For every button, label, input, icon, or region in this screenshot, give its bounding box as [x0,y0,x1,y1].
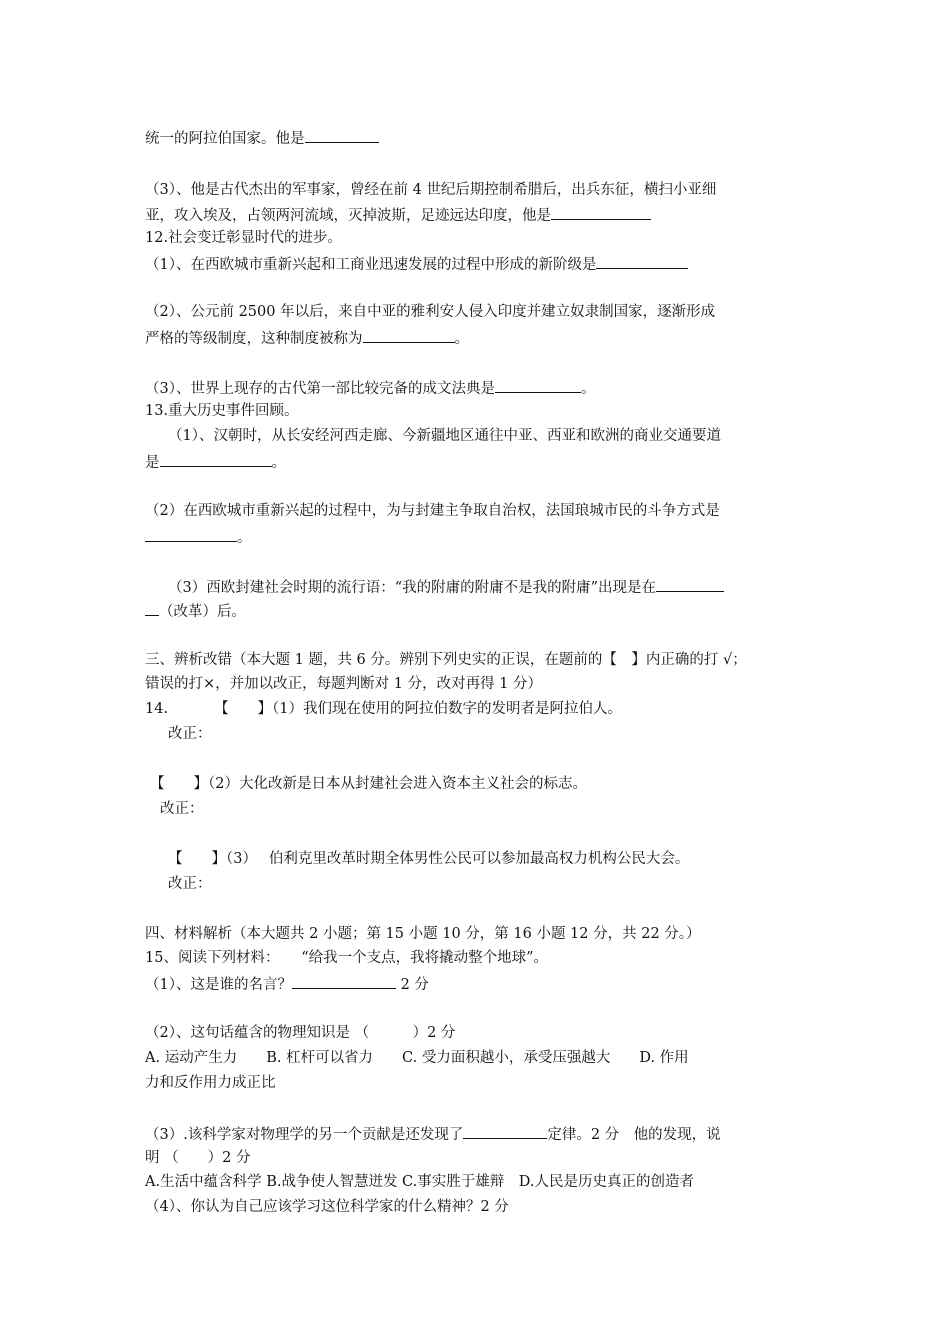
q11-3-line2: 亚，攻入埃及，占领两河流域，灭掉波斯，足迹远达印度，他是 [145,205,651,225]
q13-3-line1: （3）西欧封建社会时期的流行语：“我的附庸的附庸不是我的附庸”出现是在 [168,577,724,597]
q14-3-correction-label: 改正： [168,876,212,892]
q13-1-line1: （1）、汉朝时，从长安经河西走廊、今新疆地区通往中亚、西亚和欧洲的商业交通要道 [168,428,721,444]
q12-1: （1）、在西欧城市重新兴起和工商业迅速发展的过程中形成的新阶级是 [145,254,688,274]
answer-blank[interactable] [145,527,237,542]
answer-blank[interactable] [292,974,396,989]
q11-3-line1: （3）、他是古代杰出的军事家，曾经在前 4 世纪后期控制希腊后，出兵东征，横扫小亚细 [145,182,717,198]
section-3-instructions: 错误的打×，并加以改正，每题判断对 1 分，改对再得 1 分） [145,676,543,692]
q13-3-line2: （改革）后。 [145,601,246,621]
answer-blank[interactable] [495,378,581,393]
q14-3: 【 】（3） 伯利克里改革时期全体男性公民可以参加最高权力机构公民大会。 [168,851,690,867]
answer-blank[interactable] [363,328,455,343]
q13-2-line2: 。 [145,527,252,547]
q15-3-line2: 明 （ ）2 分 [145,1150,251,1166]
q15-2-options-line2: 力和反作用力成正比 [145,1075,276,1091]
q12-2-line1: （2）、公元前 2500 年以后，来自中亚的雅利安人侵入印度并建立奴隶制国家，逐渐形成 [145,304,716,320]
q12-title: 12.社会变迁彰显时代的进步。 [145,230,343,246]
section-4-title: 四、材料解析（本大题共 2 小题；第 15 小题 10 分，第 16 小题 12 分，共 22 分。） [145,926,701,942]
answer-blank[interactable] [596,254,688,269]
q13-1-line2: 是 。 [145,452,286,472]
q15-2-options-line1: A. 运动产生力 B. 杠杆可以省力 C. 受力面积越小，承受压强越大 D. 作用 [145,1050,689,1066]
answer-blank[interactable] [463,1124,547,1139]
answer-blank[interactable] [656,577,724,592]
answer-blank[interactable] [160,452,272,467]
q14-2-correction-label: 改正： [160,801,204,817]
q13-title: 13.重大历史事件回顾。 [145,403,299,419]
answer-blank[interactable] [145,601,159,616]
q15-material: 15、阅读下列材料： “给我一个支点，我将撬动整个地球”。 [145,950,549,966]
q14-1-correction-label: 改正： [168,726,212,742]
section-3-title: 三、辨析改错（本大题 1 题，共 6 分。辨别下列史实的正误，在题前的【 】内正确的打 √； [145,652,747,668]
q13-2-line1: （2）在西欧城市重新兴起的过程中，为与封建主争取自治权，法国琅城市民的斗争方式是 [145,503,720,519]
q15-1: （1）、这是谁的名言？ 2 分 [145,974,429,994]
q15-2: （2）、这句话蕴含的物理知识是 （ ）2 分 [145,1025,456,1041]
q14-2: 【 】（2）大化改新是日本从封建社会进入资本主义社会的标志。 [150,776,587,792]
q14-1: 14. 【 】（1）我们现在使用的阿拉伯数字的发明者是阿拉伯人。 [145,701,623,717]
q15-3-line1: （3）.该科学家对物理学的另一个贡献是还发现了 定律。2 分 他的发现，说 [145,1124,721,1144]
q12-3: （3）、世界上现存的古代第一部比较完备的成文法典是 。 [145,378,595,398]
q15-3-options: A.生活中蕴含科学 B.战争使人智慧迸发 C.事实胜于雄辩 D.人民是历史真正的创造者 [145,1174,694,1190]
answer-blank[interactable] [305,128,379,143]
q15-4: （4）、你认为自己应该学习这位科学家的什么精神？2 分 [145,1199,509,1215]
q12-2-line2: 严格的等级制度，这种制度被称为 。 [145,328,469,348]
answer-blank[interactable] [551,205,651,220]
q11-2-tail: 统一的阿拉伯国家。他是 [145,128,379,148]
